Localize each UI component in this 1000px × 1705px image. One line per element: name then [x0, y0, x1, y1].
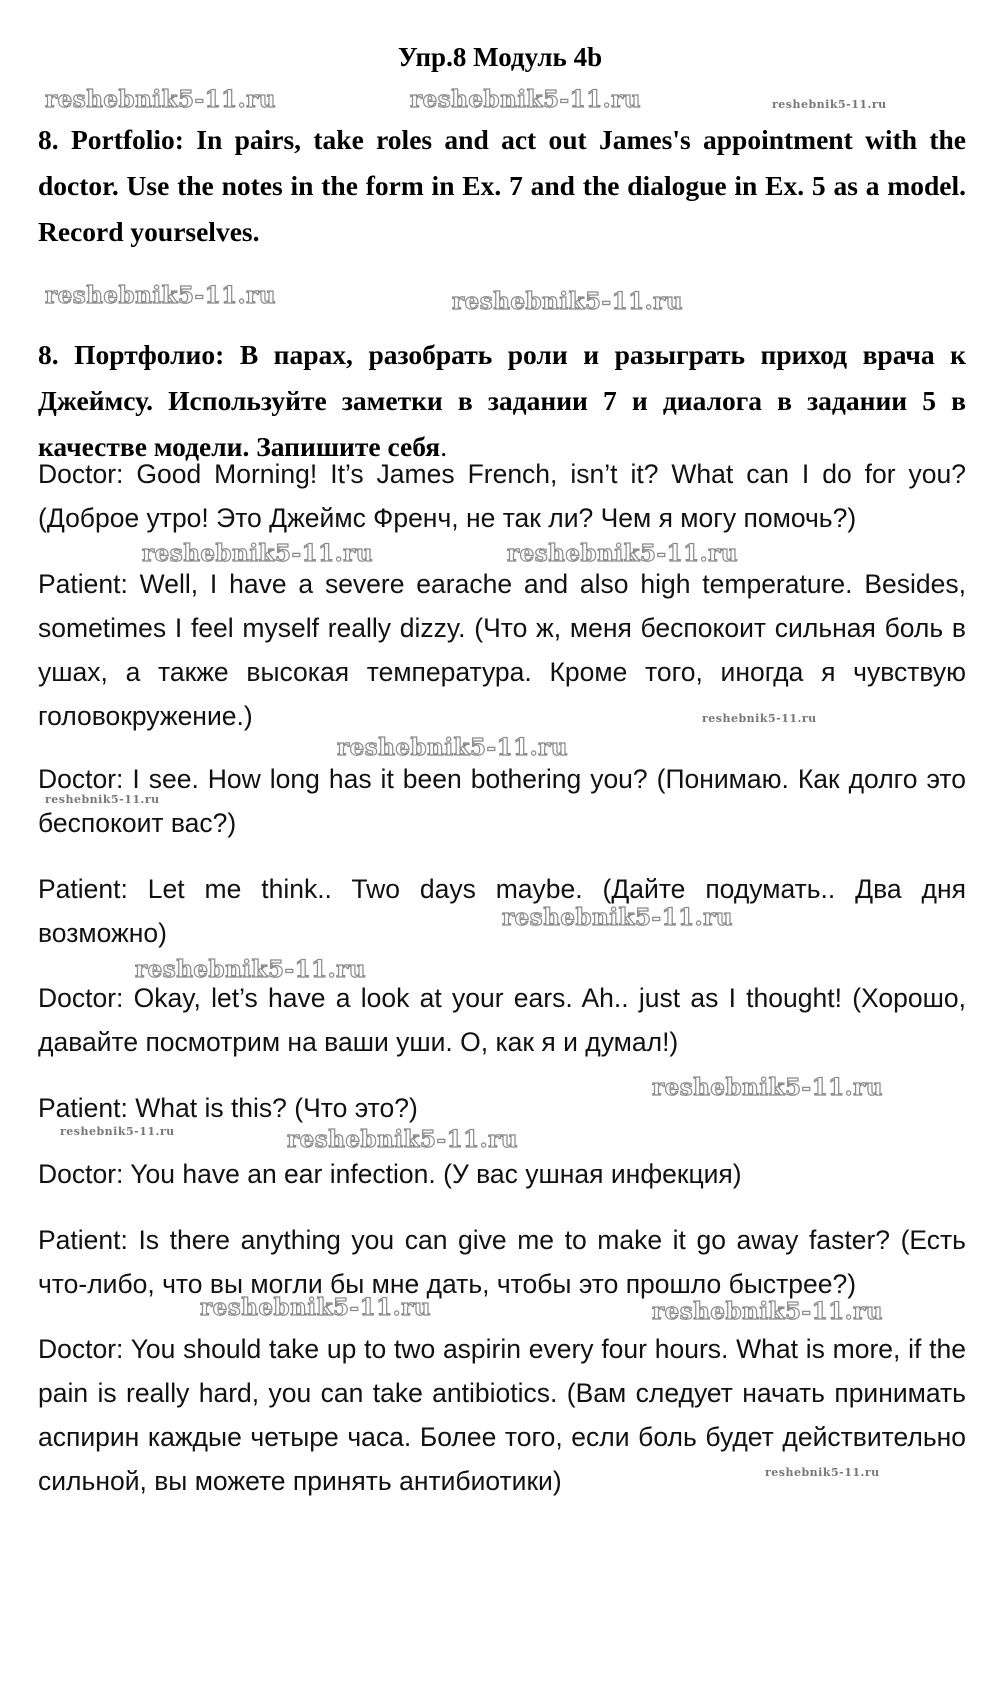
task-russian-text: 8. Портфолио: В парах, разобрать роли и разыграть приход врача к Джеймсу. Используйте заметки в задании 7 и диалога в задании 5 в качестве модели. Запишите себя [38, 339, 966, 462]
dialogue-line: Patient: What is this? (Что это?) [38, 1093, 418, 1123]
task-english: 8. Portfolio: In pairs, take roles and act out James's appointment with the doctor. Use the notes in the form in Ex. 7 and the dialogue in Ex. 5 as a model. Record yourselves. [38, 124, 966, 247]
task-russian-tail: . [440, 431, 448, 462]
watermark: reshebnik5-11.ru [200, 1294, 431, 1321]
watermark: reshebnik5-11.ru [45, 282, 276, 309]
watermark: reshebnik5-11.ru [652, 1298, 883, 1325]
page-title: Упр.8 Модуль 4b [397, 42, 603, 72]
watermark: reshebnik5-11.ru [287, 1126, 518, 1153]
watermark: reshebnik5-11.ru [765, 1466, 880, 1479]
watermark: reshebnik5-11.ru [652, 1074, 883, 1101]
dialogue-line: Doctor: Good Morning! It’s James French, isn’t it? What can I do for you? (Доброе утро! Это Джеймс Френч, не так ли? Чем я могу помочь?) [38, 459, 966, 533]
dialogue-line: Doctor: You should take up to two aspirin every four hours. What is more, if the pain is really hard, you can take antibiotics. (Вам следует начать принимать аспирин каждые четыре часа. Более того, если боль будет действительно сильной, вы можете принять антибиотики) [38, 1334, 966, 1496]
watermark: reshebnik5-11.ru [507, 540, 738, 567]
watermark: reshebnik5-11.ru [60, 1125, 175, 1138]
dialogue-line: Patient: Let me think.. Two days maybe. (Дайте подумать.. Два дня возможно) [38, 874, 966, 948]
watermark: reshebnik5-11.ru [452, 288, 683, 315]
dialogue-line: Patient: Well, I have a severe earache and also high temperature. Besides, sometimes I feel myself really dizzy. (Что ж, меня беспокоит сильная боль в ушах, а также высокая температура. Кроме того, иногда я чувствую головокружение.) [38, 569, 966, 731]
watermark: reshebnik5-11.ru [410, 86, 641, 113]
watermark: reshebnik5-11.ru [502, 904, 733, 931]
task-russian [38, 332, 966, 470]
watermark: reshebnik5-11.ru [337, 734, 568, 761]
dialogue-line: Patient: Is there anything you can give me to make it go away faster? (Есть что-либо, что вы могли бы мне дать, чтобы это прошло быстрее?) [38, 1225, 966, 1299]
watermark: reshebnik5-11.ru [142, 540, 373, 567]
dialogue-line: Doctor: I see. How long has it been bothering you? (Понимаю. Как долго это беспокоит вас?) [38, 764, 966, 838]
watermark: reshebnik5-11.ru [702, 712, 817, 725]
dialogue-line: Doctor: You have an ear infection. (У вас ушная инфекция) [38, 1159, 742, 1189]
watermark: reshebnik5-11.ru [135, 956, 366, 983]
watermark: reshebnik5-11.ru [45, 793, 160, 806]
dialogue-line: Doctor: Okay, let’s have a look at your ears. Ah.. just as I thought! (Хорошо, давайте посмотрим на ваши уши. О, как я и думал!) [38, 983, 966, 1057]
watermark: reshebnik5-11.ru [772, 98, 887, 111]
watermark: reshebnik5-11.ru [45, 86, 276, 113]
